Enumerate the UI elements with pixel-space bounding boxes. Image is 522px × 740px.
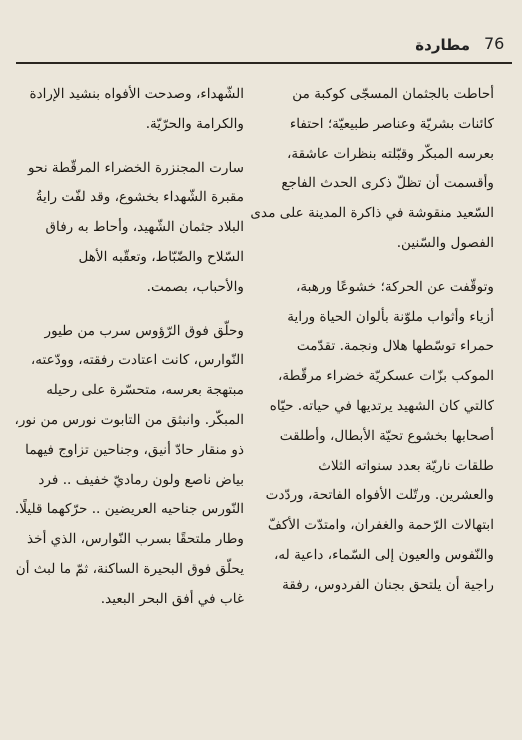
text-line: ذو منقار حادّ أنيق، وجناحين تزاوج فيهما xyxy=(25,441,244,458)
text-line: النّوارس، كانت اعتادت رفقته، وودّعته، xyxy=(30,352,244,369)
text-line: المبكّر. وانبثق من التابوت نورس من نور، xyxy=(14,411,244,428)
header-rule xyxy=(16,62,512,64)
text-line: مبتهجة بعرسه، متحسّرة على رحيله xyxy=(46,382,244,399)
paragraph xyxy=(18,154,244,303)
text-line: البلاد جثمان الشّهيد، وأحاط به رفاق xyxy=(45,219,244,236)
text-line: أحاطت بالجثمان المسجّى كوكبة من xyxy=(292,86,494,102)
running-title: مطاردة xyxy=(415,36,470,54)
text-line: ابتهالات الرّحمة والغفران، وامتدّت الأكفّ xyxy=(267,517,494,534)
text-line: وطار ملتحقًا بسرب النّوارس، الذي أخذ xyxy=(27,531,244,548)
paragraph xyxy=(14,317,244,615)
paragraph xyxy=(18,80,244,140)
text-line: السّلاح والضّبّاط، وتعقّبه الأهل xyxy=(78,248,244,265)
text-line: طلقات ناريّة بعدد سنواته الثلاث xyxy=(318,457,494,474)
text-line: النّورس جناحيه العريضين .. حرّكهما قليلًا. xyxy=(14,501,244,518)
text-line: وتوقّفت عن الحركة؛ خشوعًا ورهبة، xyxy=(296,278,494,295)
text-line: مقبرة الشّهداء بخشوع، وقد لفّت رايةُ xyxy=(35,189,244,206)
text-line: أصحابها بخشوع تحيّة الأبطال، وأطلقت xyxy=(279,427,494,444)
text-line: كائنات بشريّة وعناصر طبيعيّة؛ احتفاء xyxy=(289,115,494,132)
text-line: والعشرين. ورتّلت الأفواه الفاتحة، وردّدت xyxy=(265,487,494,504)
text-line: والكرامة والحرّيّة. xyxy=(145,115,244,132)
page-number: 76 xyxy=(484,34,505,53)
text-line: بياض ناصع ولون رماديّ خفيف .. فرد xyxy=(38,471,244,488)
right-column xyxy=(250,80,494,601)
text-line: راجية أن يلتحق بجنان الفردوس، رفقة xyxy=(282,576,494,593)
text-line: أزياء وأثواب ملوّنة بألوان الحياة وراية xyxy=(287,308,494,325)
text-line: الشّهداء، وصدحت الأفواه بنشيد الإرادة xyxy=(29,86,244,102)
text-line: والنّفوس والعيون إلى السّماء، داعية له، xyxy=(273,546,494,563)
text-line: الموكب بزّات عسكريّة خضراء مرقّطة، xyxy=(277,368,494,385)
text-line: كالتي كان الشهيد يرتديها في حياته. حيّاه xyxy=(269,397,494,414)
text-line: يحلّق فوق البحيرة الساكنة، ثمّ ما لبث أن xyxy=(15,560,244,577)
text-line: بعرسه المبكّر وقبّلته بنظرات عاشقة، xyxy=(286,145,494,162)
text-line: وأقسمت أن تظلّ ذكرى الحدث الفاجع xyxy=(281,175,494,192)
page-header xyxy=(0,0,522,66)
left-column xyxy=(14,80,244,615)
text-line: حمراء توسّطها هلال ونجمة. تقدّمت xyxy=(296,338,494,355)
text-line: سارت المجنزرة الخضراء المرقّطة نحو xyxy=(28,159,244,176)
paragraph xyxy=(250,80,494,259)
text-line: وحلّق فوق الرّؤوس سرب من طيور xyxy=(44,322,244,339)
text-line: والأحباب، بصمت. xyxy=(146,278,244,295)
text-line: السّعيد منقوشة في ذاكرة المدينة على مدى xyxy=(250,205,494,222)
text-line: غاب في أفق البحر البعيد. xyxy=(100,590,244,607)
paragraph xyxy=(265,273,494,601)
text-line: الفصول والسّنين. xyxy=(396,234,494,251)
